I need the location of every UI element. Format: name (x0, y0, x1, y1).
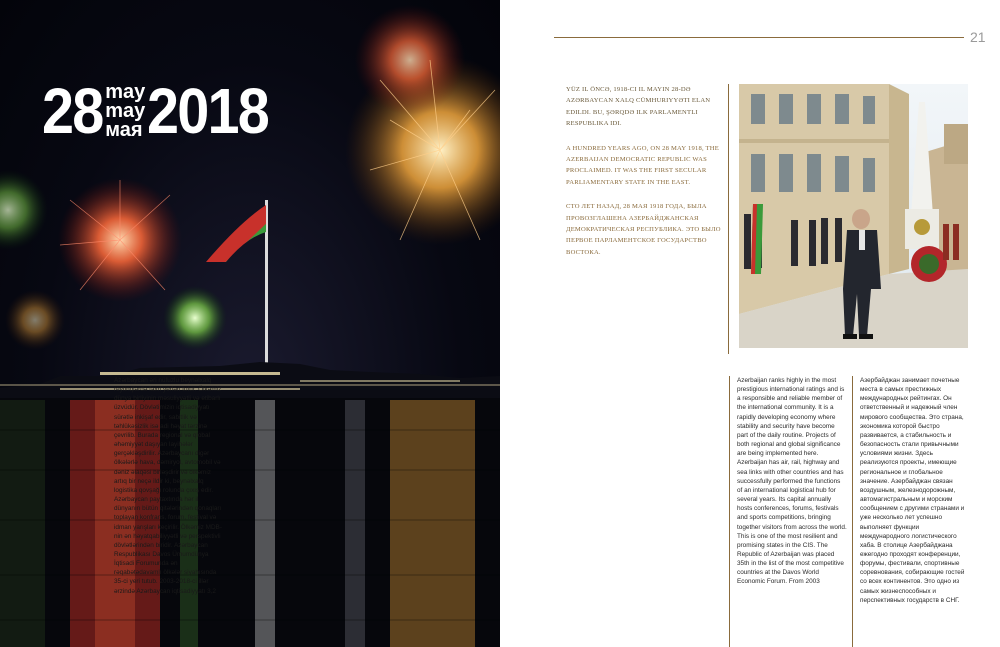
intro-english: A HUNDRED YEARS AGO, ON 28 MAY 1918, THE AZERBAIJAN DEMOCRATIC REPUBLIC WAS PROCLAIMED. IT WAS THE FIRST SECULAR PARLIAMENTARY STATE IN THE EAST. (566, 144, 719, 186)
headline-month-az: may (105, 80, 146, 103)
headline-day: 28 (42, 75, 103, 147)
column-ru-text: Азербайджан занимает почетные места в самых престижных международных рейтингах. Он ответственный и надежный член мирового сообщества. Это страна, экономика которой быстро развивается, а стабильность и безопасность стали привычными условиями жизни. Здесь реализуются проекты, имеющие региональное и глобальное значение. Азербайджан связан воздушным, железнодорожным, автомагистральным и морским сообщением с другими странами и уже несколько лет успешно выполняет функции международного логистического хаба. В столице Азербайджана ежегодно проходят конференции, форумы, фестивали, спортивные соревнования, собирающие гостей со всех континентов. Это одно из самых жизнеспособных и перспективных государств в СНГ. (860, 377, 965, 604)
intro-azerbaijani: YÜZ IL ÖNCƏ, 1918-CI IL MAYIN 28-DƏ AZƏRBAYCAN XALQ CÜMHURIYYƏTI ELAN EDILDI. BU, ŞƏRQDƏ ILK PARLAMENTLI RESPUBLIKA IDI. (566, 86, 711, 128)
page-number: 21 (970, 29, 986, 45)
intro-divider (728, 84, 729, 354)
intro-block (566, 84, 724, 271)
column-english (737, 376, 847, 587)
headline-year: 2018 (147, 75, 269, 147)
column-az-text: Azərbaycan əri nüfuzlu beynəlxalq reytinqlərdə faxri yerləri tutur. Ölkəmiz dünya birliyinin məsuliyyətli və etibarlı üzvüdür. Dövlətimizin iqtisadiyyatı sürətlə inkişaf edir, sabitlik və təhlükəsizlik isə adi həyat tərzinə çevrilib. Burada regional və qlobal əhəmiyyət daşıyan layihələr gerçəkləşdirilir. Azərbaycanı digər ölkələrlə hava, dəmiryol, avtomobil və dəniz əlaqəsi birləşdirir və ölkəmiz artıq bir neçə ildir ki, beynəlxalq logistika qovşağı rolunda çıxış edir. Azərbaycan paytaxtında hər il dünyanın bütün qitələrindən qonaqları toplayan konfrans, forum, festival və idman yarışları keçirilir. Ölkəmiz MDB-nin ən həyatqabiliyyətli və perspektivli dövlətlərindən biridir. Azərbaycan Respublikası Davos Ümumdünya İqtisadi Forumunda ən rəqabətədavamlı ölkələr siyahısında 35-ci yeri tutub. 2003-2018-ci illər ərzində Azərbaycan iqtisadiyyatı 3,2 (114, 377, 222, 595)
ceremony-scene (739, 84, 968, 348)
header-rule (554, 37, 964, 38)
date-headline (42, 76, 282, 146)
headline-month-stack (105, 80, 146, 141)
column-en-text: Azerbaijan ranks highly in the most prestigious international ratings and is a responsible and reliable member of the international community. It is a rapidly developing economy where stability and security have become part of the daily routine. Projects of both regional and global significance are being implemented here. Azerbaijan has air, rail, highway and sea links with other countries and has successfully performed the functions of an international logistical hub for several years. Its capital annually hosts conferences, forums, festivals and sports competitions, bringing together visitors from across the world. This is one of the most resilient and promising states in the CIS. The Republic of Azerbaijan was placed 35th in the list of the most competitive countries at the Davos World Economic Forum. From 2003 (737, 377, 847, 586)
headline-month-ru: мая (105, 118, 143, 141)
ceremony-photo (739, 84, 968, 348)
headline-month-en: may (105, 99, 146, 122)
column-russian (860, 376, 968, 605)
right-page (500, 0, 1000, 647)
column-azerbaijani (114, 376, 222, 596)
column-divider-left (729, 376, 730, 647)
intro-russian: СТО ЛЕТ НАЗАД, 28 МАЯ 1918 ГОДА, БЫЛА ПРОВОЗГЛАШЕНА АЗЕРБАЙДЖАНСКАЯ ДЕМОКРАТИЧЕСКАЯ РЕСПУБЛИКА. ЭТО БЫЛО ПЕРВОЕ ПАРЛАМЕНТСКОЕ ГОСУДАРСТВО ВОСТОКА. (566, 203, 721, 256)
column-divider-right (852, 376, 853, 647)
